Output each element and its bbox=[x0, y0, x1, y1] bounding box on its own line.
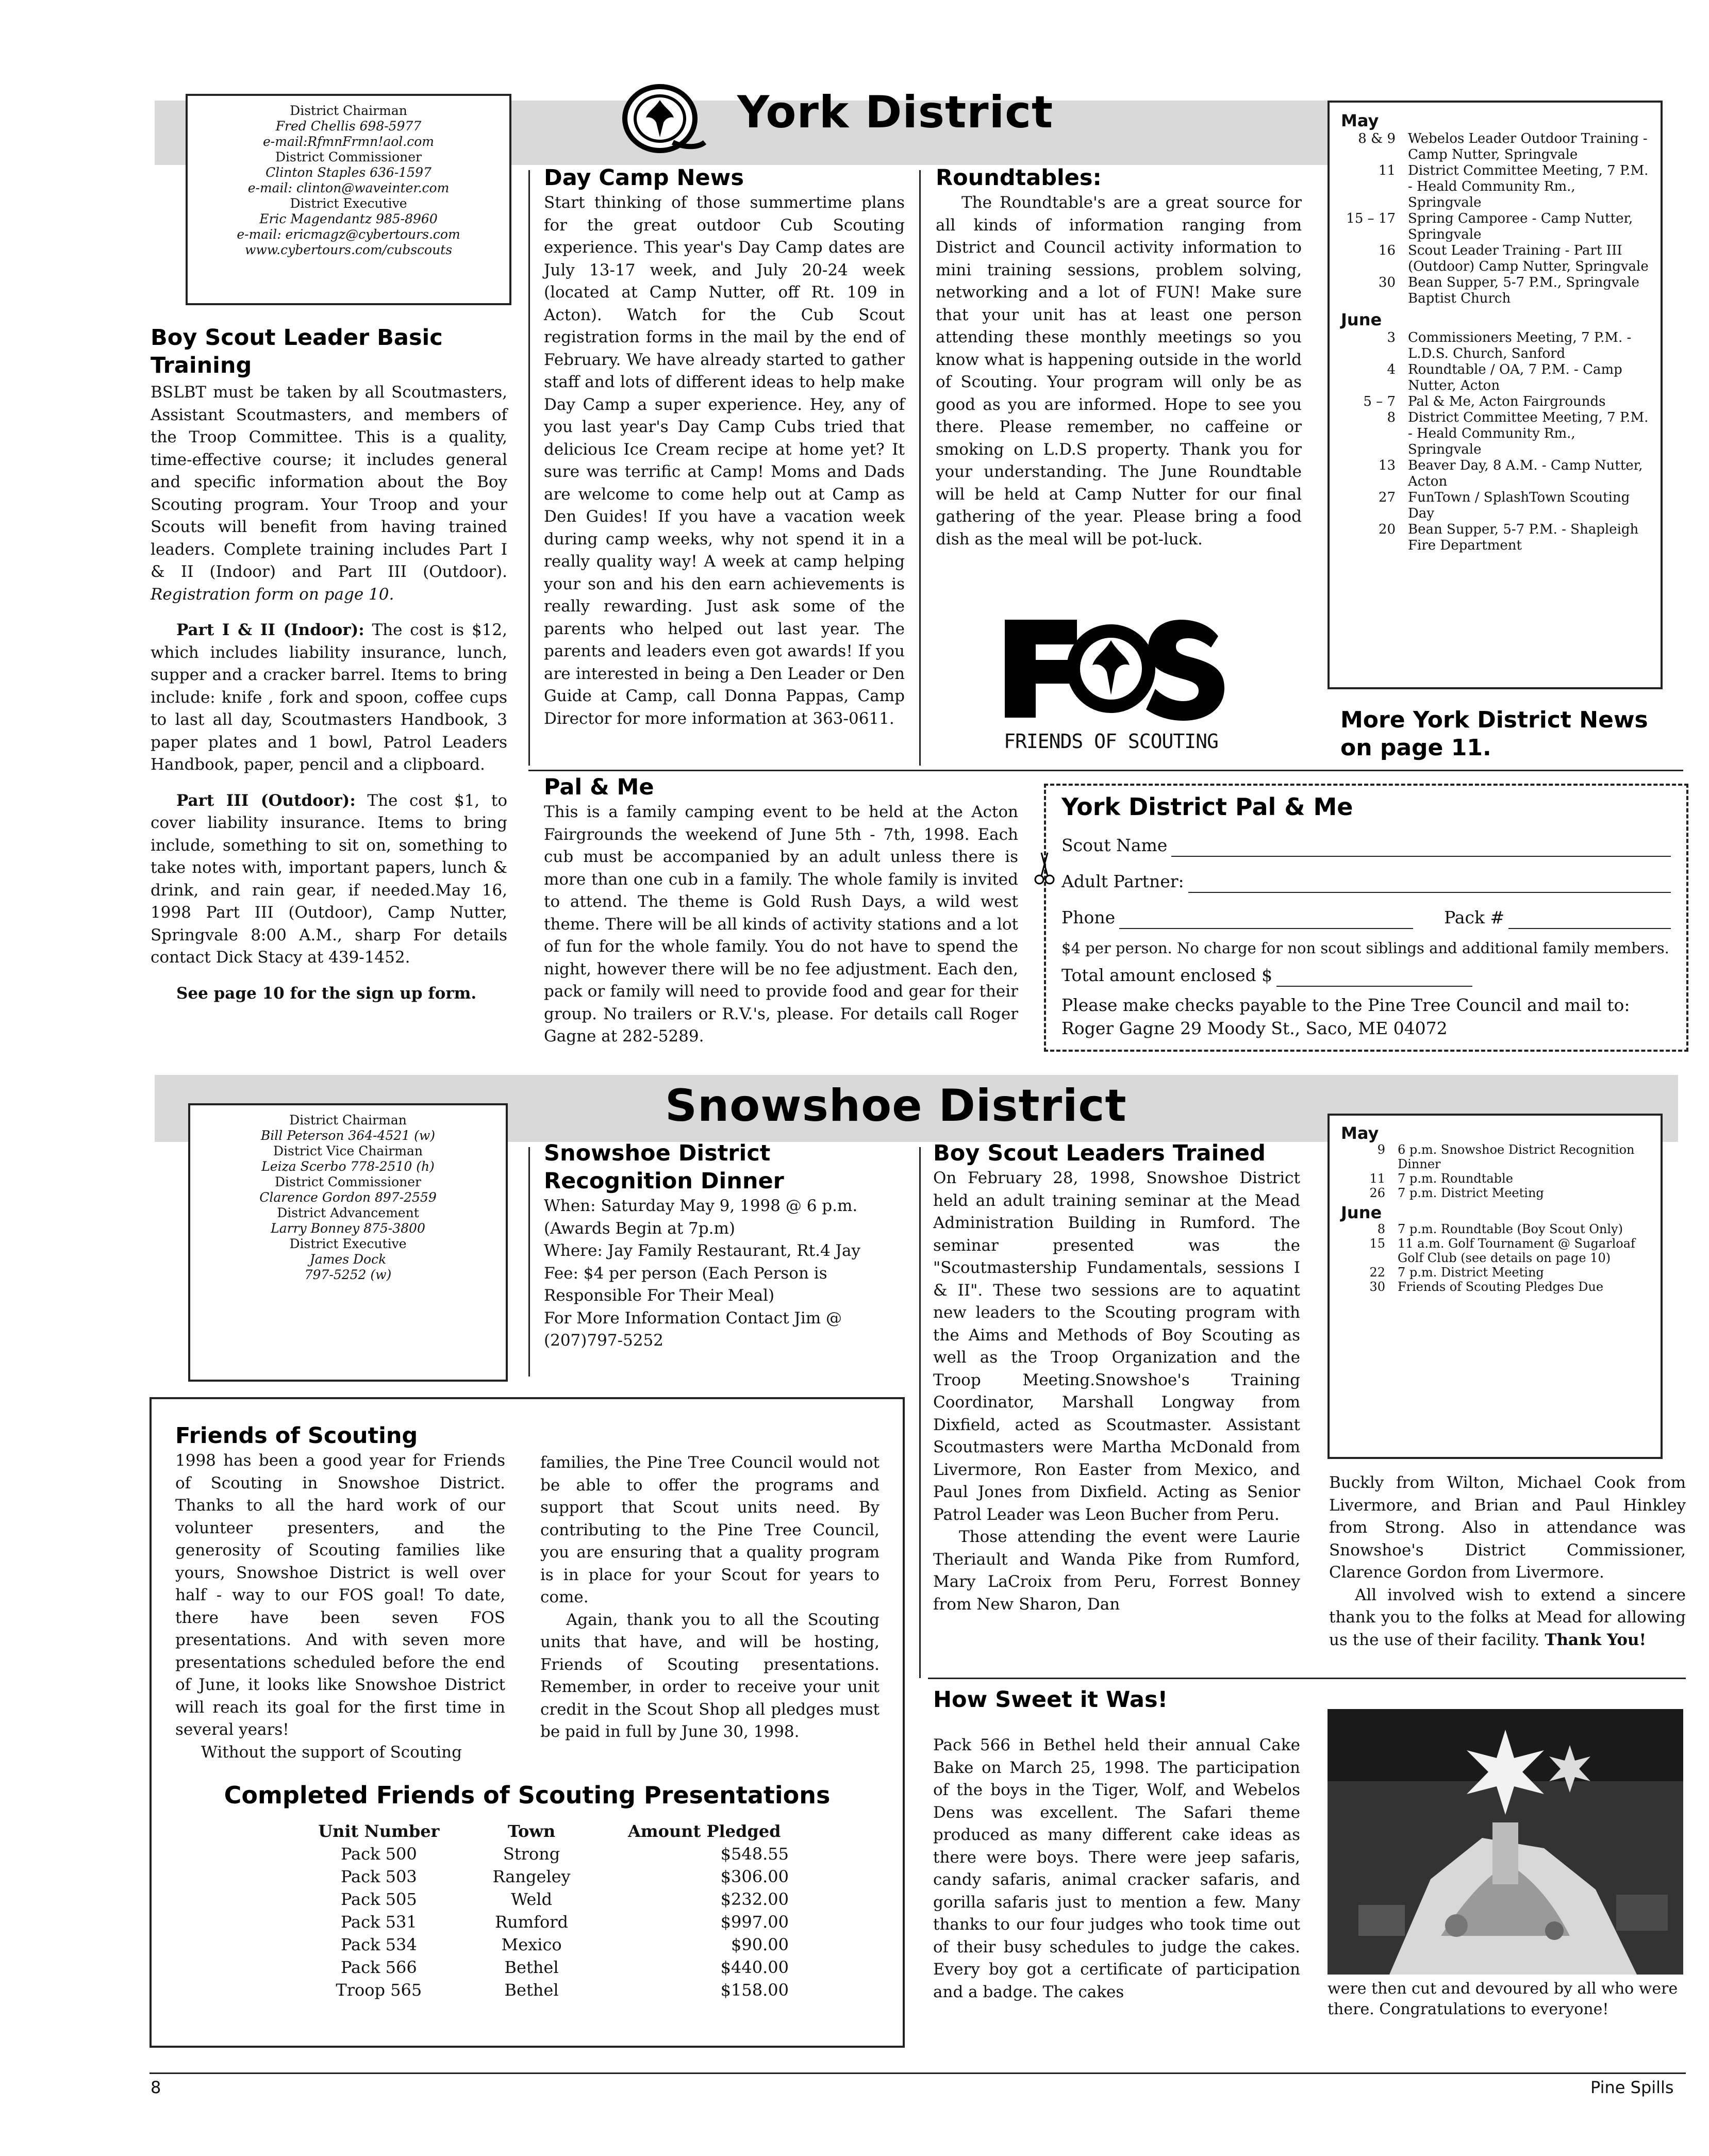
bslbt-intro: BSLBT must be taken by all Scoutmasters, Assistant Scoutmasters, and members of the Troop Committee. This is a quality, time-effective course; it includes general and specific information about the Boy Scouting program. Your Troop and your Scouts will benefit from having trained leaders. Complete training includes Part I & II (Indoor) and Part III (Outdoor). bbox=[151, 383, 507, 581]
event-text: District Committee Meeting, 7 P.M. - Heald Community Rm., Springvale bbox=[1408, 410, 1649, 457]
bslbt-title: Boy Scout Leader Basic Training bbox=[151, 325, 443, 378]
event-text: 7 p.m. District Meeting bbox=[1398, 1186, 1544, 1200]
phone-field[interactable] bbox=[1119, 911, 1413, 929]
york-officers-box bbox=[186, 94, 511, 305]
town-cell: Rangeley bbox=[492, 1867, 571, 1886]
column-divider bbox=[528, 1147, 530, 1376]
calendar-event bbox=[1341, 410, 1651, 458]
calendar-event bbox=[1341, 1222, 1651, 1236]
snowshoe-calendar-box bbox=[1328, 1114, 1663, 1459]
event-date: 22 bbox=[1369, 1265, 1385, 1280]
event-date: 30 bbox=[1378, 275, 1396, 290]
event-text: 7 p.m. District Meeting bbox=[1398, 1265, 1544, 1280]
york-more-news: More York District News on page 11. bbox=[1340, 707, 1648, 761]
town-cell: Strong bbox=[503, 1844, 560, 1864]
unit-cell: Troop 565 bbox=[336, 1980, 422, 2000]
calendar-month: June bbox=[1341, 1203, 1382, 1222]
event-text: Bean Supper, 5-7 P.M., Springvale Baptist Church bbox=[1408, 275, 1639, 306]
calendar-event bbox=[1341, 522, 1651, 554]
friends-of-scouting-col2 bbox=[540, 1452, 880, 1744]
york-district-title: York District bbox=[737, 87, 1054, 138]
amount-cell: $158.00 bbox=[720, 1980, 789, 2000]
calendar-month: May bbox=[1341, 111, 1379, 130]
officer-entry: District Commissioner Clarence Gordon 897-2559 bbox=[259, 1174, 437, 1205]
table-row bbox=[289, 1865, 815, 1888]
recognition-dinner-article bbox=[544, 1139, 905, 1352]
officer-entry: District Executive Eric Magendantz 985-8960 e-mail: ericmagz@cybertours.com www.cybertours.com/cubscouts bbox=[237, 196, 460, 257]
leaders-trained-p3: Buckly from Wilton, Michael Cook from Livermore, and Brian and Paul Hinkley from Strong. Also in attendance was Snowshoe's District Commissioner, Clarence Gordon from Livermore. bbox=[1329, 1473, 1686, 1582]
calendar-event bbox=[1341, 1171, 1651, 1186]
event-text: District Committee Meeting, 7 P.M. - Heald Community Rm., Springvale bbox=[1408, 163, 1649, 210]
unit-cell: Pack 505 bbox=[340, 1889, 417, 1909]
amount-cell: $306.00 bbox=[720, 1867, 789, 1886]
event-date: 20 bbox=[1378, 522, 1396, 537]
publication-name: Pine Spills bbox=[1590, 2078, 1674, 2097]
bslbt-article bbox=[151, 324, 507, 1005]
amount-cell: $997.00 bbox=[720, 1912, 789, 1932]
calendar-event bbox=[1341, 1280, 1651, 1294]
table-row bbox=[289, 1911, 815, 1933]
part12-text: The cost is $12, which includes liability insurance, lunch, supper and a cracker barrel. Items to bring include: knife , fork and spoon, coffee cups to last all day, Scoutmasters Handbook, 3 paper plates and 1 bowl, Patrol Leaders Handbook, paper, pencil and a clipboard. bbox=[151, 621, 507, 774]
event-text: Bean Supper, 5-7 P.M. - Shapleigh Fire Department bbox=[1408, 522, 1639, 553]
snowshoe-officers-box bbox=[188, 1103, 508, 1382]
fos-logo-caption: FRIENDS OF SCOUTING bbox=[1004, 730, 1218, 753]
pal-and-me-title: Pal & Me bbox=[544, 774, 654, 800]
event-date: 27 bbox=[1378, 490, 1396, 505]
total-field[interactable] bbox=[1276, 969, 1472, 987]
event-date: 11 bbox=[1369, 1171, 1385, 1186]
event-date: 4 bbox=[1387, 362, 1396, 377]
event-date: 8 & 9 bbox=[1358, 131, 1396, 146]
footer-rule bbox=[150, 2072, 1686, 2074]
calendar-event bbox=[1341, 1186, 1651, 1200]
fos-col2b: Again, thank you to all the Scouting units that have, and will be hosting, Friends of Scouting presentations. Remember, in order to receive your unit credit in the Scout Shop all pledges must be paid in full by June 30, 1998. bbox=[540, 1610, 880, 1741]
amount-cell: $440.00 bbox=[720, 1958, 789, 1977]
form-title: York District Pal & Me bbox=[1061, 793, 1353, 821]
york-calendar-box bbox=[1328, 101, 1663, 689]
bslbt-form-ref: Registration form on page 10. bbox=[151, 585, 394, 604]
unit-cell: Pack 503 bbox=[340, 1867, 417, 1886]
fos-col1: 1998 has been a good year for Friends of Scouting in Snowshoe District. Thanks to all the hard work of our volunteer presenters, and the generosity of Scouting families like yours, Snowshoe District is well over half - way to our FOS goal! To date, there have been seven FOS presentations. And with seven more presentations scheduled before the end of June, it looks like Snowshoe District will reach its goal for the first time in several years! bbox=[175, 1451, 505, 1739]
pal-and-me-text: This is a family camping event to be held at the Acton Fairgrounds the weekend of June 5th - 7th, 1998. Each cub must be accompanied by an adult unless there is more than one cub in a family. The whole family is invited to attend. The theme is Gold Rush Days, a wild west theme. There will be all kinds of activity stations and a lot of fun for the whole family. You do not have to spend the night, however there will be no fee adjustment. Each den, pack or family will need to provide food and gear for their group. No trailers or R.V.'s, please. For details call Roger Gagne at 282-5289. bbox=[544, 803, 1018, 1046]
calendar-event bbox=[1341, 275, 1651, 307]
day-camp-text: Start thinking of those summertime plans for the great outdoor Cub Scouting experience. This year's Day Camp dates are July 13-17 week, and July 20-24 week (located at Camp Nutter, off Rt. 109 in Acton). Watch for the Cub Scout registration forms in the mail by the end of February. We have already started to gather staff and lots of different ideas to help make Day Camp a super experience. Hey, any of you last year's Day Camp Cubs tried that delicious Ice Cream recipe at home yet? It sure was terrific at Camp! Moms and Dads are welcome to come help out at Camp as Den Guides! If you have a vacation week during camp weeks, why not spend it in a really quality way! A week at camp helping your son and his den earn achievements is really rewarding. Just ask some of the parents who helped out last year. The parents and leaders even got awards! If you are interested in being a Den Leader or Den Guide at Camp, call Donna Pappas, Camp Director for more information at 363-0611. bbox=[544, 193, 905, 728]
column-divider bbox=[528, 170, 530, 766]
adult-partner-label: Adult Partner: bbox=[1061, 871, 1184, 891]
town-cell: Rumford bbox=[495, 1912, 568, 1932]
town-cell: Bethel bbox=[504, 1980, 559, 2000]
leaders-trained-continued bbox=[1329, 1472, 1686, 1651]
recognition-dinner-title: Snowshoe District Recognition Dinner bbox=[544, 1140, 784, 1194]
officer-entry: District Chairman Fred Chellis 698-5977 e-mail:RfmnFrmn!aol.com bbox=[263, 103, 434, 149]
roundtables-article bbox=[936, 164, 1302, 551]
part3-text: The cost $1, to cover liability insurance. Items to bring include, something to sit on, something to take notes with, important papers, lunch & drink, and rain gear, if needed.May 16, 1998 Part III (Outdoor), Camp Nutter, Springvale 8:00 A.M., sharp For details contact Dick Stacy at 439-1452. bbox=[151, 791, 507, 967]
officer-entry: District Chairman Bill Peterson 364-4521 (w) bbox=[260, 1113, 436, 1143]
section-rule bbox=[928, 1678, 1686, 1679]
event-date: 15 – 17 bbox=[1346, 211, 1396, 226]
page-number: 8 bbox=[151, 2078, 161, 2097]
event-text: Webelos Leader Outdoor Training - Camp Nutter, Springvale bbox=[1408, 131, 1648, 162]
calendar-event bbox=[1341, 330, 1651, 362]
event-date: 26 bbox=[1369, 1186, 1385, 1200]
scissors-icon bbox=[1033, 851, 1056, 885]
event-text: Pal & Me, Acton Fairgrounds bbox=[1408, 394, 1606, 409]
event-text: Roundtable / OA, 7 P.M. - Camp Nutter, Acton bbox=[1408, 362, 1622, 393]
fos-col1b: Without the support of Scouting bbox=[201, 1743, 462, 1762]
bslbt-see-page: See page 10 for the sign up form. bbox=[176, 984, 477, 1003]
fos-col2: families, the Pine Tree Council would not be able to offer the programs and support that Scout units need. By contributing to the Pine Tree Council, you are ensuring that a quality program is in place for your Scout for years to come. bbox=[540, 1453, 880, 1606]
mail-address: Roger Gagne 29 Moody St., Saco, ME 04072 bbox=[1061, 1018, 1448, 1038]
dinner-fee: Fee: $4 per person (Each Person is Responsible For Their Meal) bbox=[544, 1264, 827, 1305]
leaders-trained-p2: Those attending the event were Laurie Theriault and Wanda Pike from Rumford, Mary LaCroix from Peru, Forrest Bonney from New Sharon, Dan bbox=[933, 1528, 1300, 1614]
part3-label: Part III (Outdoor): bbox=[176, 791, 356, 810]
bsa-emblem-icon bbox=[616, 81, 709, 159]
event-date: 8 bbox=[1377, 1222, 1385, 1236]
part12-label: Part I & II (Indoor): bbox=[176, 621, 364, 639]
how-sweet-text: Pack 566 in Bethel held their annual Cake Bake on March 25, 1998. The participation of the boys in the Tiger, Wolf, and Webelos Dens was excellent. The Safari theme produced as many different cake ideas as there were boys. There were jeep safaris, candy safaris, animal cracker safaris, and gorilla safaris just to mention a few. Many thanks to our four judges who took time out of their busy schedules to judge the cakes. Every boy got a certificate of participation and a badge. The cakes bbox=[933, 1736, 1300, 2001]
unit-cell: Pack 566 bbox=[340, 1958, 417, 1977]
pack-label: Pack # bbox=[1444, 907, 1505, 927]
col-header-amount: Amount Pledged bbox=[627, 1821, 781, 1841]
snowshoe-district-title: Snowshoe District bbox=[665, 1080, 1127, 1132]
dinner-where: Where: Jay Family Restaurant, Rt.4 Jay bbox=[544, 1241, 860, 1260]
fos-presentations-table bbox=[289, 1820, 815, 2001]
col-header-town: Town bbox=[507, 1821, 556, 1841]
town-cell: Bethel bbox=[504, 1958, 559, 1977]
how-sweet-article bbox=[933, 1686, 1300, 2003]
thank-you-text: Thank You! bbox=[1545, 1630, 1647, 1649]
event-date: 8 bbox=[1387, 410, 1396, 425]
column-divider bbox=[919, 170, 921, 766]
checks-note: Please make checks payable to the Pine Tree Council and mail to: bbox=[1061, 995, 1630, 1015]
event-text: 7 p.m. Roundtable bbox=[1398, 1171, 1513, 1186]
pal-and-me-form bbox=[1044, 784, 1688, 1052]
calendar-event bbox=[1341, 458, 1651, 490]
town-cell: Mexico bbox=[501, 1935, 562, 1954]
calendar-event bbox=[1341, 1265, 1651, 1280]
event-text: Beaver Day, 8 A.M. - Camp Nutter, Acton bbox=[1408, 458, 1643, 489]
event-date: 9 bbox=[1377, 1142, 1385, 1157]
total-label: Total amount enclosed $ bbox=[1061, 965, 1273, 985]
table-row bbox=[289, 1933, 815, 1956]
amount-cell: $90.00 bbox=[731, 1935, 789, 1954]
calendar-event bbox=[1341, 211, 1651, 243]
unit-cell: Pack 534 bbox=[340, 1935, 417, 1954]
unit-cell: Pack 531 bbox=[340, 1912, 417, 1932]
calendar-event bbox=[1341, 1142, 1651, 1171]
event-text: Scout Leader Training - Part III (Outdoor) Camp Nutter, Springvale bbox=[1408, 243, 1649, 274]
scout-name-label: Scout Name bbox=[1061, 835, 1168, 855]
calendar-month: June bbox=[1341, 310, 1382, 329]
column-divider bbox=[919, 1147, 921, 1678]
dinner-contact: For More Information Contact Jim @ (207)797-5252 bbox=[544, 1308, 842, 1350]
event-date: 30 bbox=[1369, 1280, 1385, 1294]
event-text: Friends of Scouting Pledges Due bbox=[1398, 1280, 1604, 1294]
event-date: 3 bbox=[1387, 330, 1396, 345]
officer-entry: District Executive James Dock 797-5252 (w) bbox=[289, 1236, 407, 1282]
calendar-event bbox=[1341, 362, 1651, 394]
calendar-event bbox=[1341, 243, 1651, 275]
event-date: 5 – 7 bbox=[1363, 394, 1396, 409]
unit-cell: Pack 500 bbox=[340, 1844, 417, 1864]
table-row bbox=[289, 1956, 815, 1979]
day-camp-article bbox=[544, 164, 905, 730]
fos-logo-graphic bbox=[998, 608, 1224, 727]
calendar-event bbox=[1341, 394, 1651, 410]
leaders-trained-p4: All involved wish to extend a sincere thank you to the folks at Mead for allowing us the use of their facility. bbox=[1329, 1585, 1686, 1649]
calendar-event bbox=[1341, 131, 1651, 163]
pack-field[interactable] bbox=[1508, 911, 1671, 929]
event-text: 7 p.m. Roundtable (Boy Scout Only) bbox=[1398, 1222, 1623, 1236]
fos-table-title: Completed Friends of Scouting Presentations bbox=[224, 1781, 831, 1809]
event-text: 11 a.m. Golf Tournament @ Sugarloaf Golf Club (see details on page 10) bbox=[1398, 1236, 1635, 1265]
event-text: 6 p.m. Snowshoe District Recognition Dinner bbox=[1398, 1142, 1635, 1171]
table-row bbox=[289, 1888, 815, 1911]
roundtables-text: The Roundtable's are a great source for all kinds of information ranging from District and Council activity information to mini training sessions, problem solving, networking and a lot of FUN! Make sure that your unit has at least one person attending these monthly meetings so you know what is happening outside in the world of Scouting. Your program will only be as good as you are informed. Hope to see you there. Please remember, no caffeine or smoking on L.D.S property. Thank you for your understanding. The June Roundtable will be held at Camp Nutter for our final gathering of the year. Please bring a food dish as the meal will be pot-luck. bbox=[936, 193, 1302, 549]
officer-entry: District Commissioner Clinton Staples 636-1597 e-mail: clinton@waveinter.com bbox=[247, 150, 450, 195]
section-rule bbox=[528, 770, 1683, 771]
calendar-event bbox=[1341, 490, 1651, 522]
roundtables-title: Roundtables: bbox=[936, 165, 1102, 191]
leaders-trained-article bbox=[933, 1139, 1300, 1616]
calendar-month: May bbox=[1341, 1123, 1379, 1143]
event-text: FunTown / SplashTown Scouting Day bbox=[1408, 490, 1630, 521]
friends-of-scouting-title: Friends of Scouting bbox=[175, 1423, 418, 1449]
day-camp-title: Day Camp News bbox=[544, 165, 744, 191]
event-date: 15 bbox=[1369, 1236, 1385, 1251]
event-text: Commissioners Meeting, 7 P.M. - L.D.S. Church, Sanford bbox=[1408, 330, 1632, 361]
adult-partner-field[interactable] bbox=[1188, 875, 1671, 893]
event-date: 16 bbox=[1378, 243, 1396, 258]
leaders-trained-p1: On February 28, 1998, Snowshoe District held an adult training seminar at the Mead Administration Building in Rumford. The seminar presented was the "Scoutmastership Fundamentals, sessions I & II". These two sessions are to aquatint new leaders to the Scouting program with the Aims and Methods of Boy Scouting as well as the Troop Organization and the Troop Meeting.Snowshoe's Training Coordinator, Marshall Longway from Dixfield, acted as Scoutmaster. Assistant Scoutmasters were Martha McDonald from Livermore, Ron Easter from Mexico, and Paul Jones from Dixfield. Acting as Senior Patrol Leader was Leon Bucher from Peru. bbox=[933, 1169, 1300, 1524]
event-text: Spring Camporee - Camp Nutter, Springvale bbox=[1408, 211, 1633, 242]
officer-entry: District Vice Chairman Leiza Scerbo 778-2510 (h) bbox=[261, 1143, 435, 1174]
town-cell: Weld bbox=[511, 1889, 552, 1909]
how-sweet-title: How Sweet it Was! bbox=[933, 1687, 1168, 1713]
leaders-trained-title: Boy Scout Leaders Trained bbox=[933, 1140, 1266, 1166]
table-row bbox=[289, 1843, 815, 1865]
cake-photo-caption: were then cut and devoured by all who were there. Congratulations to everyone! bbox=[1328, 1980, 1678, 2018]
friends-of-scouting-article bbox=[175, 1422, 505, 1764]
calendar-event bbox=[1341, 1236, 1651, 1265]
fos-logo bbox=[998, 608, 1224, 763]
cake-photo bbox=[1328, 1709, 1683, 1975]
col-header-unit: Unit Number bbox=[318, 1821, 440, 1841]
calendar-event bbox=[1341, 163, 1651, 211]
price-note: $4 per person. No charge for non scout siblings and additional family members. bbox=[1061, 939, 1669, 957]
officer-entry: District Advancement Larry Bonney 875-3800 bbox=[271, 1205, 425, 1236]
pal-and-me-article bbox=[544, 773, 1018, 1048]
event-date: 11 bbox=[1378, 163, 1396, 178]
dinner-when: When: Saturday May 9, 1998 @ 6 p.m. (Awards Begin at 7p.m) bbox=[544, 1197, 858, 1238]
event-date: 13 bbox=[1378, 458, 1396, 473]
phone-label: Phone bbox=[1061, 907, 1116, 927]
amount-cell: $232.00 bbox=[720, 1889, 789, 1909]
table-row bbox=[289, 1979, 815, 2001]
scout-name-field[interactable] bbox=[1171, 839, 1671, 857]
amount-cell: $548.55 bbox=[720, 1844, 789, 1864]
